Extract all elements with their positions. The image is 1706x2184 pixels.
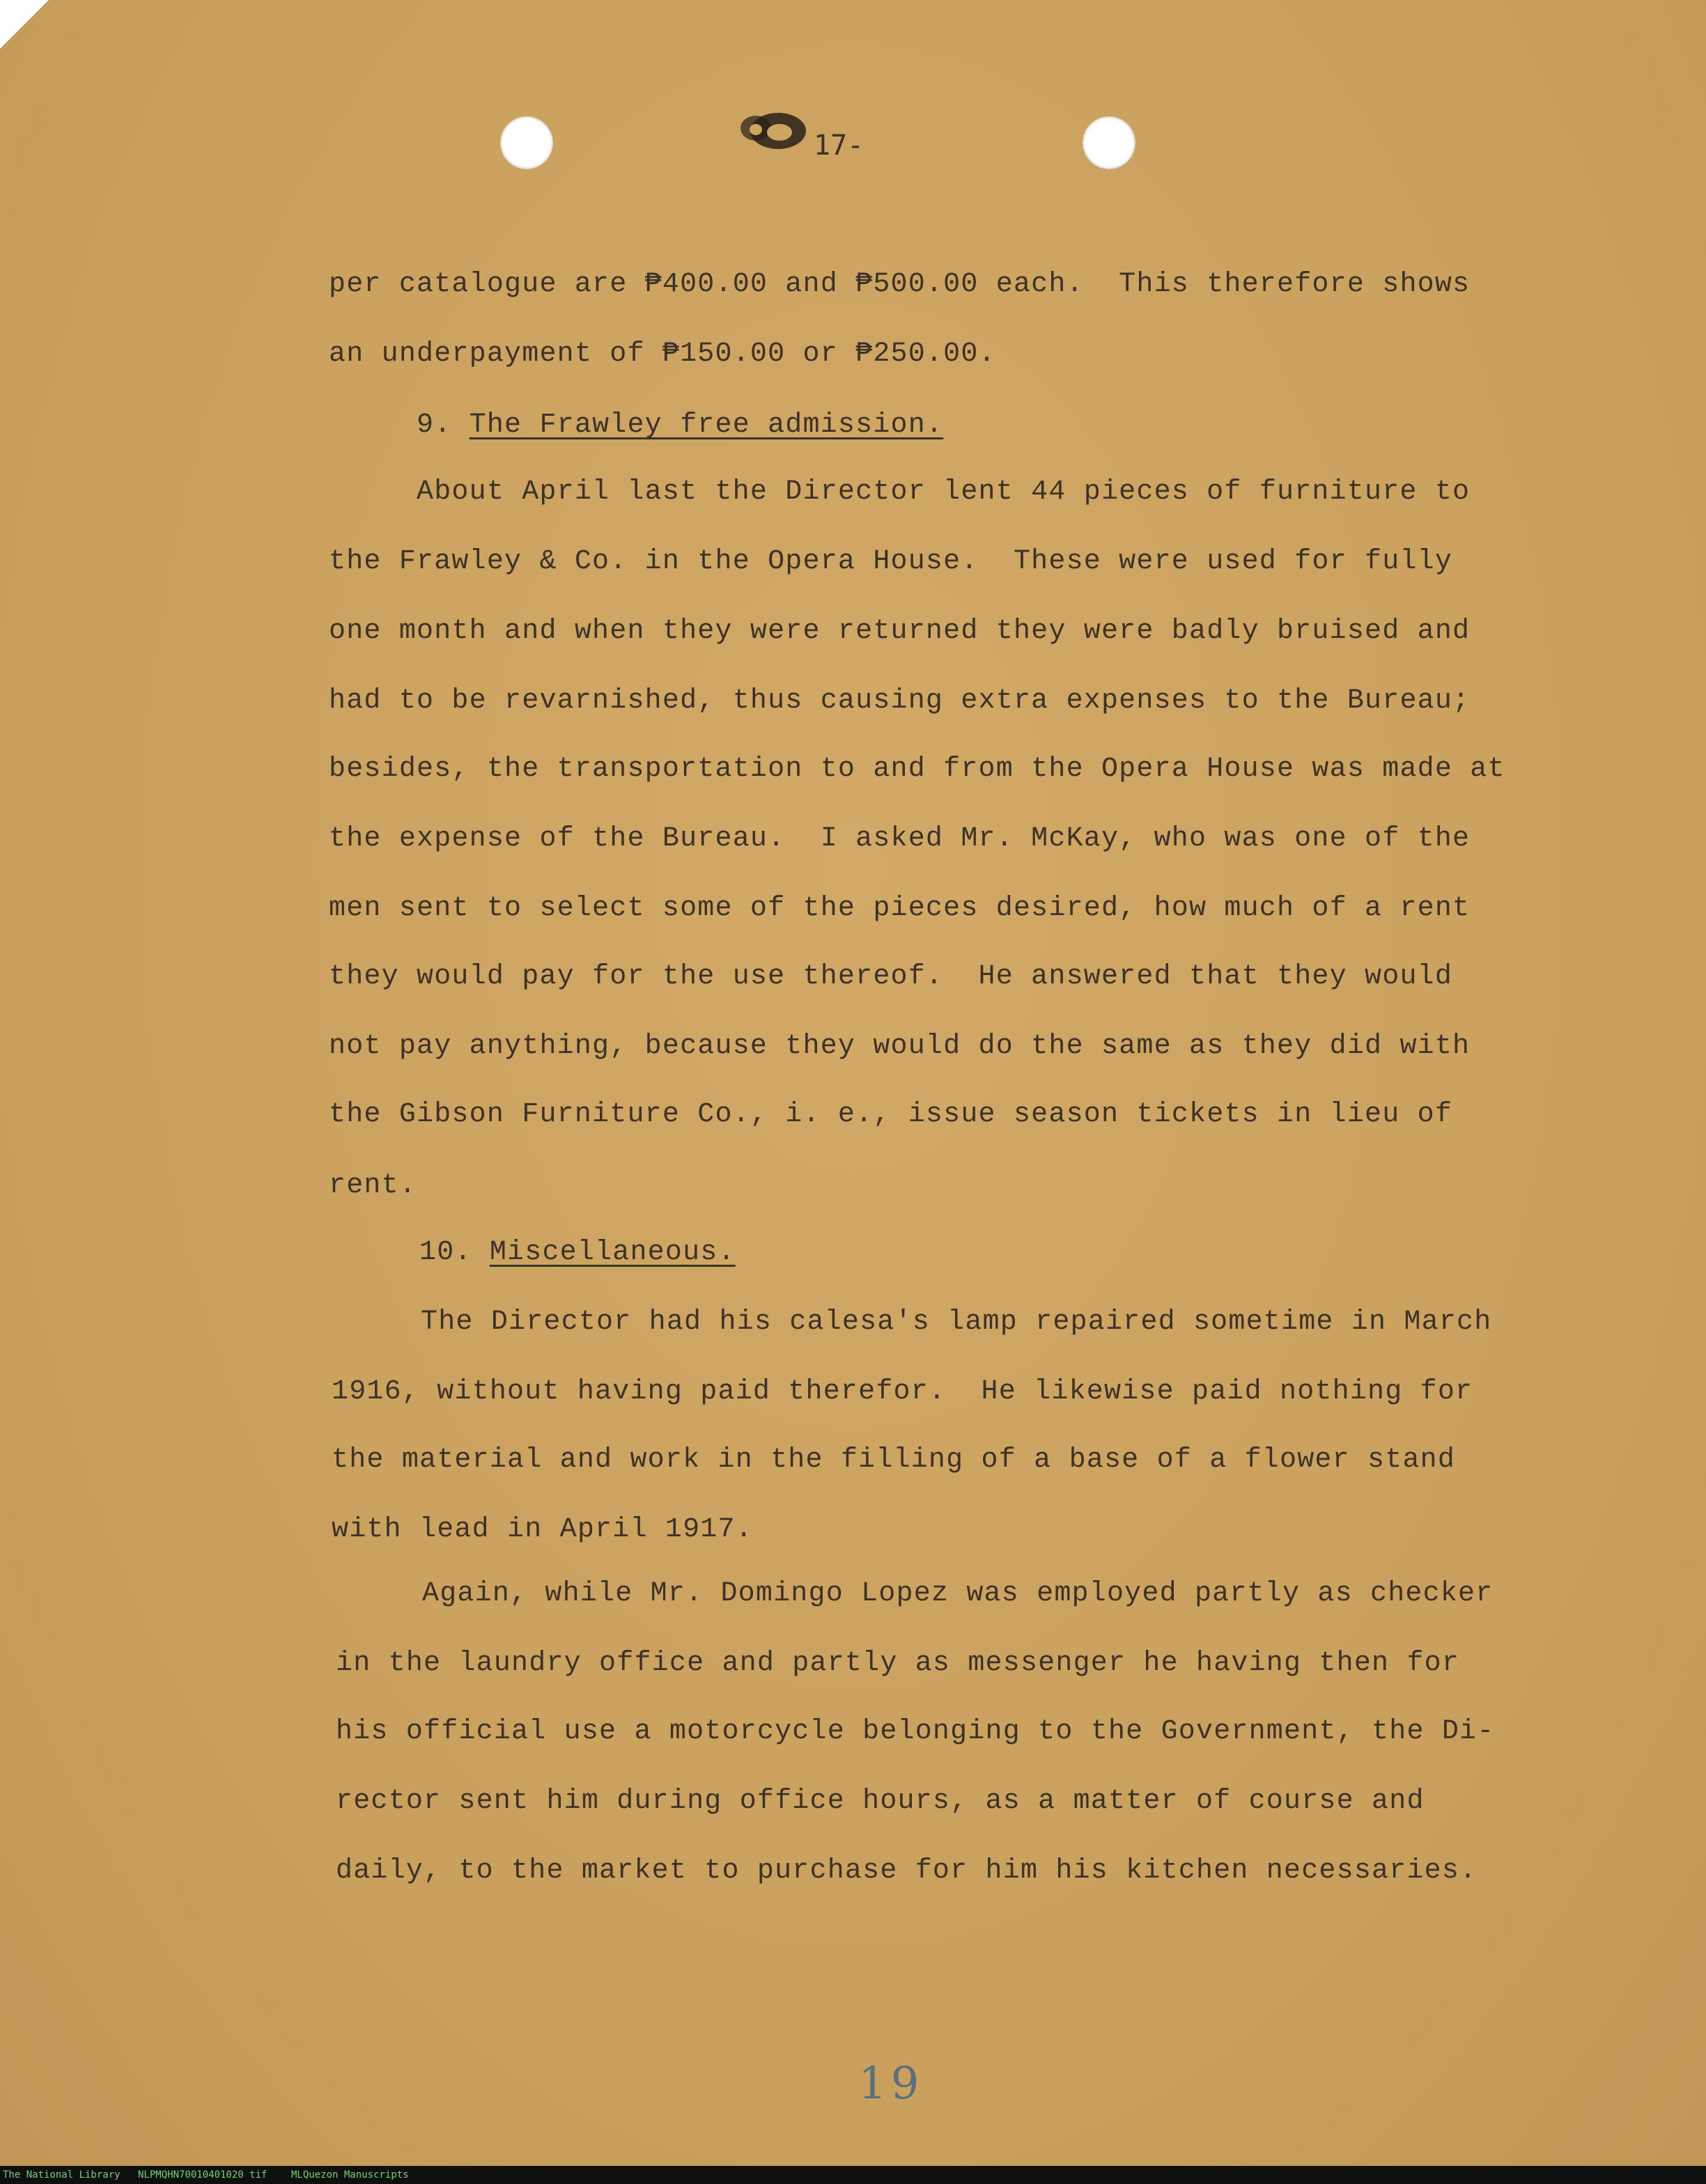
text-line: Again, while Mr. Domingo Lopez was employed partly as checker [422,1578,1494,1609]
archive-footer [0,2166,1706,2184]
text-line: rent. [329,1170,417,1201]
folded-corner [0,0,49,49]
punch-hole-right [1083,116,1135,169]
burn-mark [735,104,819,153]
text-line: the expense of the Bureau. I asked Mr. McKay, who was one of the [329,823,1471,855]
text-line: About April last the Director lent 44 pieces of furniture to [417,476,1471,508]
text-line: the material and work in the filling of a base of a flower stand [332,1444,1456,1476]
text-line: besides, the transportation to and from the Opera House was made at [329,754,1505,785]
punch-hole-left [500,116,553,169]
text-line: had to be revarnished, thus causing extra expenses to the Bureau; [329,685,1471,717]
text-line: in the laundry office and partly as messenger he having then for [336,1648,1460,1679]
text-line: men sent to select some of the pieces desired, how much of a rent [329,893,1471,924]
footer-file: NLPMQHN70010401020 tif [138,2169,267,2181]
section-title: Miscellaneous. [489,1237,736,1268]
footer-library: The National Library [3,2169,121,2181]
text-line: 1916, without having paid therefor. He likewise paid nothing for [332,1376,1473,1407]
section-title: The Frawley free admission. [469,410,944,441]
text-line: per catalogue are ₱400.00 and ₱500.00 each. This therefore shows [329,269,1471,300]
text-line: The Director had his calesa's lamp repaired sometime in March [421,1306,1492,1338]
text-line: they would pay for the use thereof. He answered that they would [329,961,1453,992]
text-line: the Frawley & Co. in the Opera House. These were used for fully [329,546,1453,577]
text-line: not pay anything, because they would do the same as they did with [329,1031,1471,1062]
page-number: 17- [814,130,864,162]
section-number: 10. [419,1237,472,1268]
text-line: the Gibson Furniture Co., i. e., issue season tickets in lieu of [329,1099,1453,1130]
section-heading-9 [417,410,943,441]
text-line: daily, to the market to purchase for him his kitchen necessaries. [336,1855,1478,1887]
folio-stamp: 19 [858,2058,924,2109]
footer-collection: MLQuezon Manuscripts [291,2169,409,2181]
text-line: with lead in April 1917. [332,1514,753,1545]
section-heading-10 [419,1237,736,1268]
text-line: rector sent him during office hours, as a matter of course and [336,1786,1425,1817]
text-line: his official use a motorcycle belonging to the Government, the Di- [336,1716,1495,1747]
text-line: an underpayment of ₱150.00 or ₱250.00. [329,338,996,370]
section-number: 9. [417,410,452,441]
text-line: one month and when they were returned they were badly bruised and [329,616,1471,647]
